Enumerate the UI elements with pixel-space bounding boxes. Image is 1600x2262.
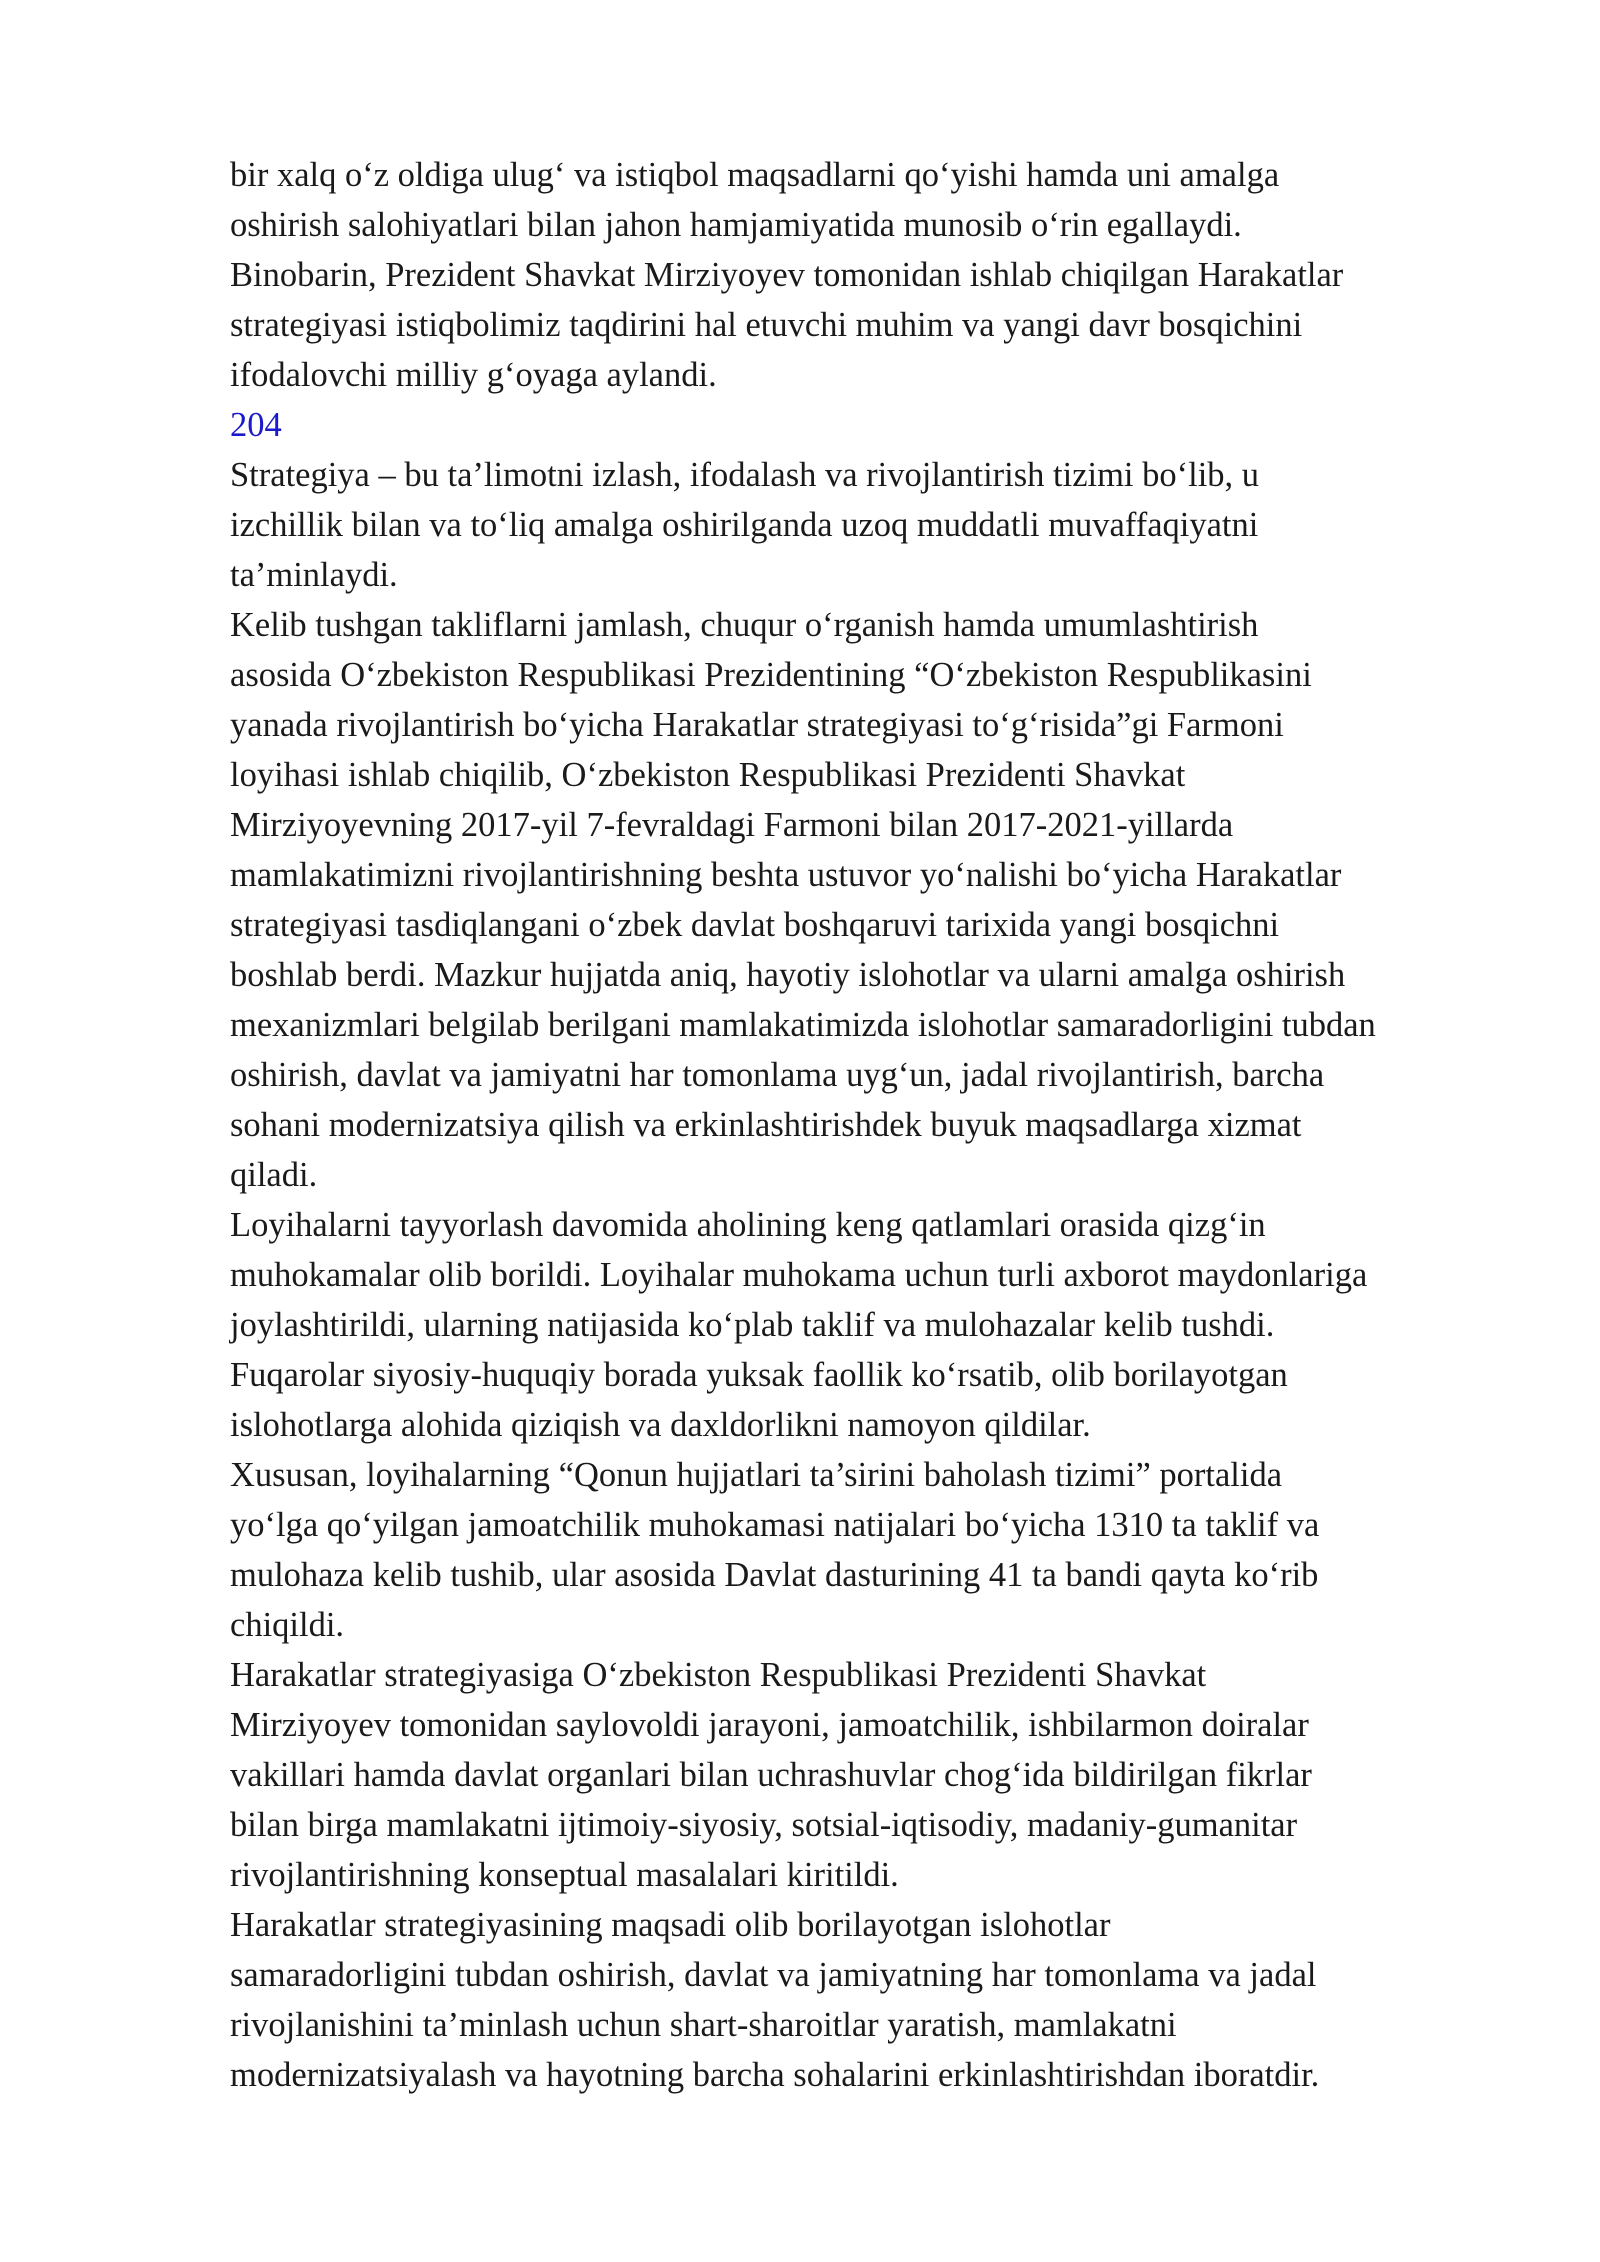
page-number <box>230 400 1530 450</box>
text-line: sohani modernizatsiya qilish va erkinlashtirishdek buyuk maqsadlarga xizmat <box>230 1106 1302 1144</box>
text-line: yo‘lga qo‘yilgan jamoatchilik muhokamasi natijalari bo‘yicha 1310 ta taklif va <box>230 1506 1320 1544</box>
text-line: izchillik bilan va to‘liq amalga oshirilganda uzoq muddatli muvaffaqiyatni <box>230 506 1259 544</box>
text-line: oshirish, davlat va jamiyatni har tomonlama uyg‘un, jadal rivojlantirish, barcha <box>230 1056 1325 1094</box>
paragraph <box>230 1200 1530 1450</box>
text-line: mulohaza kelib tushib, ular asosida Davlat dasturining 41 ta bandi qayta ko‘rib <box>230 1556 1319 1594</box>
text-line: mexanizmlari belgilab berilgani mamlakatimizda islohotlar samaradorligini tubdan <box>230 1006 1376 1044</box>
text-line: vakillari hamda davlat organlari bilan uchrashuvlar chog‘ida bildirilgan fikrlar <box>230 1756 1312 1794</box>
text-line: islohotlarga alohida qiziqish va daxldorlikni namoyon qildilar. <box>230 1406 1091 1444</box>
text-line: Fuqarolar siyosiy-huquqiy borada yuksak faollik ko‘rsatib, olib borilayotgan <box>230 1356 1288 1394</box>
page-number-text: 204 <box>230 406 282 444</box>
text-line: boshlab berdi. Mazkur hujjatda aniq, hayotiy islohotlar va ularni amalga oshirish <box>230 956 1346 994</box>
paragraph <box>230 600 1530 1200</box>
text-line: strategiyasi tasdiqlangani o‘zbek davlat boshqaruvi tarixida yangi bosqichni <box>230 906 1280 944</box>
text-line: Binobarin, Prezident Shavkat Mirziyoyev tomonidan ishlab chiqilgan Harakatlar <box>230 256 1344 294</box>
text-line: oshirish salohiyatlari bilan jahon hamjamiyatida munosib o‘rin egallaydi. <box>230 206 1242 244</box>
text-line: bilan birga mamlakatni ijtimoiy-siyosiy, sotsial-iqtisodiy, madaniy-gumanitar <box>230 1806 1298 1844</box>
text-line: bir xalq o‘z oldiga ulug‘ va istiqbol maqsadlarni qo‘yishi hamda uni amalga <box>230 156 1280 194</box>
text-line: strategiyasi istiqbolimiz taqdirini hal etuvchi muhim va yangi davr bosqichini <box>230 306 1303 344</box>
text-line: Mirziyoyev tomonidan saylovoldi jarayoni, jamoatchilik, ishbilarmon doiralar <box>230 1706 1309 1744</box>
text-line: Mirziyoyevning 2017-yil 7-fevraldagi Farmoni bilan 2017-2021-yillarda <box>230 806 1234 844</box>
text-line: rivojlantirishning konseptual masalalari kiritildi. <box>230 1856 899 1894</box>
text-line: Harakatlar strategiyasining maqsadi olib borilayotgan islohotlar <box>230 1906 1111 1944</box>
text-line: Xususan, loyihalarning “Qonun hujjatlari ta’sirini baholash tizimi” portalida <box>230 1456 1283 1494</box>
text-line: Loyihalarni tayyorlash davomida aholining keng qatlamlari orasida qizg‘in <box>230 1206 1266 1244</box>
paragraph <box>230 1900 1530 2100</box>
text-line: joylashtirildi, ularning natijasida ko‘plab taklif va mulohazalar kelib tushdi. <box>230 1306 1275 1344</box>
text-line: asosida O‘zbekiston Respublikasi Prezidentining “O‘zbekiston Respublikasini <box>230 656 1312 694</box>
text-line: Kelib tushgan takliflarni jamlash, chuqur o‘rganish hamda umumlashtirish <box>230 606 1259 644</box>
text-line: ta’minlaydi. <box>230 556 398 594</box>
text-line: muhokamalar olib borildi. Loyihalar muhokama uchun turli axborot maydonlariga <box>230 1256 1368 1294</box>
text-line: chiqildi. <box>230 1606 345 1644</box>
text-line: loyihasi ishlab chiqilib, O‘zbekiston Respublikasi Prezidenti Shavkat <box>230 756 1186 794</box>
paragraph <box>230 1650 1530 1900</box>
text-line: rivojlanishini ta’minlash uchun shart-sharoitlar yaratish, mamlakatni <box>230 2006 1177 2044</box>
text-line: Harakatlar strategiyasiga O‘zbekiston Respublikasi Prezidenti Shavkat <box>230 1656 1207 1694</box>
paragraph <box>230 150 1530 400</box>
paragraph <box>230 450 1530 600</box>
text-line: ifodalovchi milliy g‘oyaga aylandi. <box>230 356 717 394</box>
text-line: Strategiya – bu ta’limotni izlash, ifodalash va rivojlantirish tizimi bo‘lib, u <box>230 456 1260 494</box>
text-line: samaradorligini tubdan oshirish, davlat va jamiyatning har tomonlama va jadal <box>230 1956 1317 1994</box>
text-line: modernizatsiyalash va hayotning barcha sohalarini erkinlashtirishdan iboratdir. <box>230 2056 1320 2094</box>
text-line: yanada rivojlantirish bo‘yicha Harakatlar strategiyasi to‘g‘risida”gi Farmoni <box>230 706 1284 744</box>
text-line: mamlakatimizni rivojlantirishning beshta ustuvor yo‘nalishi bo‘yicha Harakatlar <box>230 856 1342 894</box>
document-page <box>230 150 1530 2100</box>
text-line: qiladi. <box>230 1156 318 1194</box>
paragraph <box>230 1450 1530 1650</box>
